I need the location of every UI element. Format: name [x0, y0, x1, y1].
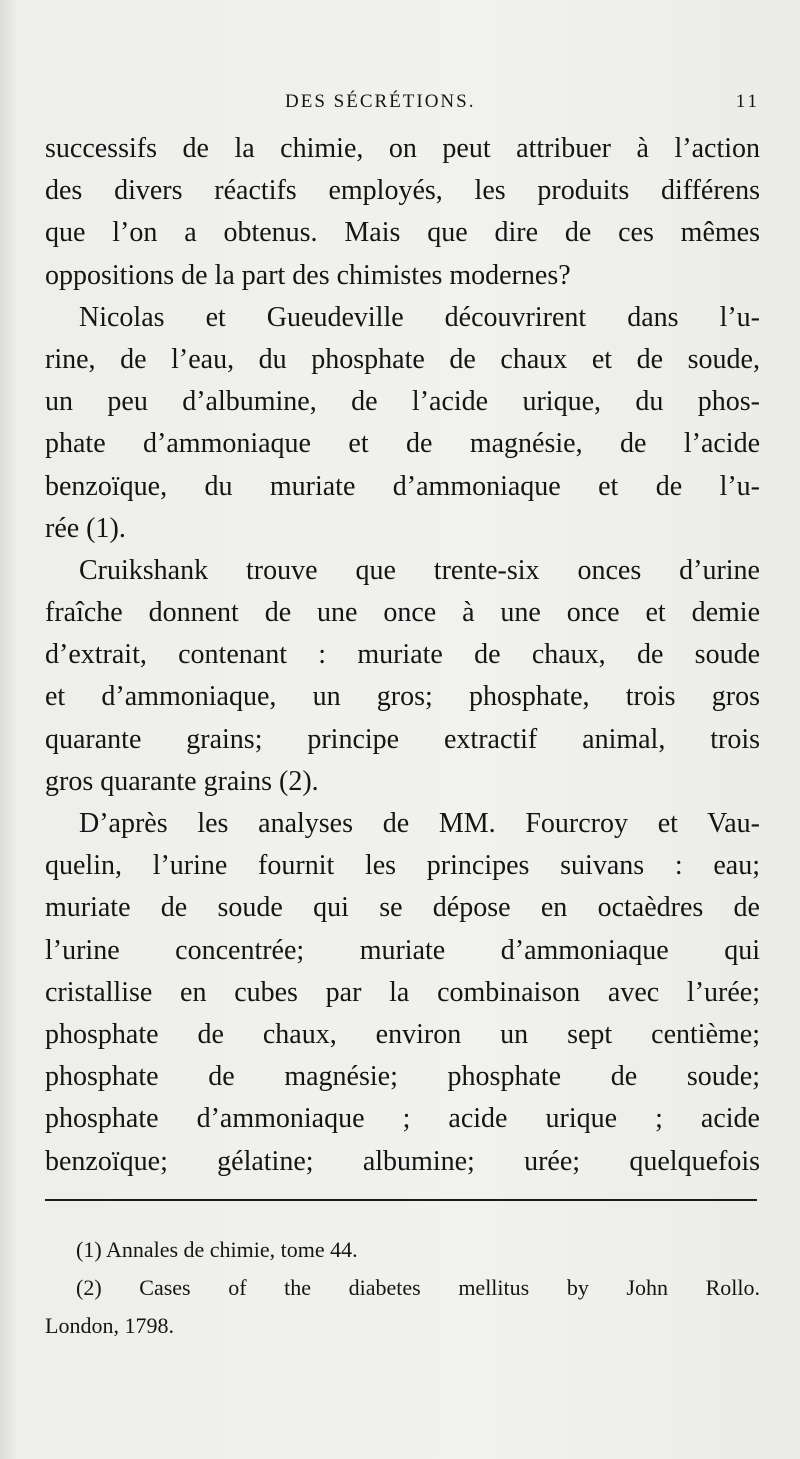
text-line: muriate de soude qui se dépose en octaèdres de [45, 892, 760, 924]
text-line: et d’ammoniaque, un gros; phosphate, trois gros [45, 681, 760, 713]
text-line: Cruikshank trouve que trente-six onces d’urine [79, 554, 760, 586]
footnote-2: (2) Cases of the diabetes mellitus by John Rollo. [76, 1275, 760, 1300]
text-line: gros quarante grains (2). [45, 765, 319, 797]
text-line: fraîche donnent de une once à une once et demie [45, 597, 760, 629]
text-line: l’urine concentrée; muriate d’ammoniaque qui [45, 934, 760, 966]
footnote-divider [45, 1199, 757, 1201]
text-line: d’extrait, contenant : muriate de chaux, de soude [45, 639, 760, 671]
text-line: que l’on a obtenus. Mais que dire de ces mêmes [45, 217, 760, 249]
footnote-2-continuation: London, 1798. [45, 1313, 174, 1338]
text-line: benzoïque, du muriate d’ammoniaque et de l’u- [45, 470, 760, 502]
text-line: rine, de l’eau, du phosphate de chaux et de soude, [45, 343, 760, 375]
text-line: phate d’ammoniaque et de magnésie, de l’acide [45, 428, 760, 460]
text-line: phosphate de magnésie; phosphate de soude; [45, 1061, 760, 1093]
text-line: un peu d’albumine, de l’acide urique, du phos- [45, 386, 760, 418]
text-line: oppositions de la part des chimistes modernes? [45, 259, 571, 291]
text-line: quarante grains; principe extractif animal, trois [45, 723, 760, 755]
text-line: phosphate d’ammoniaque ; acide urique ; acide [45, 1103, 760, 1135]
text-line: D’après les analyses de MM. Fourcroy et Vau- [79, 808, 760, 839]
text-line: quelin, l’urine fournit les principes suivans : eau; [45, 850, 760, 882]
running-title: DES SÉCRÉTIONS. [285, 91, 476, 112]
text-line: benzoïque; gélatine; albumine; urée; quelquefois [45, 1145, 760, 1177]
running-head [45, 83, 760, 119]
footnote-1: (1) Annales de chimie, tome 44. [76, 1237, 358, 1262]
text-line: phosphate de chaux, environ un sept centième; [45, 1018, 760, 1050]
text-line: successifs de la chimie, on peut attribuer à l’action [45, 133, 760, 164]
text-line: Nicolas et Gueudeville découvrirent dans l’u- [79, 301, 760, 333]
text-line: rée (1). [45, 512, 126, 544]
text-line: cristallise en cubes par la combinaison avec l’urée; [45, 976, 760, 1008]
page-number: 11 [735, 91, 760, 112]
text-line: des divers réactifs employés, les produits différens [45, 175, 760, 207]
footnotes [45, 1231, 760, 1345]
body-text [45, 128, 760, 1183]
